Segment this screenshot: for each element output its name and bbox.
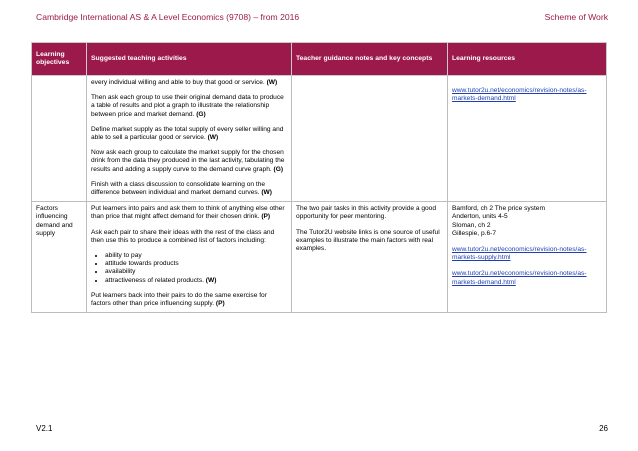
document-header-section: Scheme of Work — [544, 12, 608, 22]
column-header-objectives: Learning objectives — [32, 43, 87, 76]
activity-paragraph: Finish with a class discussion to consolidate learning on the difference between individual and market demand curves. (W) — [91, 180, 272, 197]
activity-paragraph: Define market supply as the total supply of every seller willing and able to sell a particular good or service. (W) — [91, 125, 284, 142]
resource-reference: Gillespie, p.6-7 — [452, 229, 496, 237]
guidance-cell — [292, 76, 448, 202]
resource-link-demand[interactable]: www.tutor2u.net/economics/revision-notes/as-markets-demand.html — [452, 87, 587, 103]
resource-link-demand[interactable]: www.tutor2u.net/economics/revision-notes/as-markets-demand.html — [452, 270, 587, 286]
table-row — [32, 76, 607, 202]
version-label: V2.1 — [36, 424, 53, 433]
list-item: • attractiveness of related products. (W) — [105, 277, 287, 285]
guidance-paragraph: The Tutor2U website links is one source of useful examples to illustrate the main factors with real examples. — [296, 228, 440, 253]
activity-paragraph: Put learners back into their pairs to do the same exercise for factors other than price influencing supply. (P) — [91, 291, 267, 308]
resource-reference: Anderton, units 4-5 — [452, 213, 508, 221]
activities-cell — [87, 202, 292, 313]
resources-cell — [448, 202, 607, 313]
document-header-title: Cambridge International AS & A Level Economics (9708) – from 2016 — [36, 12, 300, 22]
activity-paragraph: Now ask each group to calculate the market supply for the chosen drink from the data they produced in the last activity, tabulating the results and adding a supply curve to the demand curve graph. (G) — [91, 149, 285, 173]
resource-reference: Bamford, ch 2 The price system — [452, 205, 545, 213]
activity-paragraph: every individual willing and able to buy that good or service. (W) — [91, 79, 278, 86]
activities-cell — [87, 76, 292, 202]
activity-paragraph: Put learners into pairs and ask them to think of anything else other than price that might affect demand for their chosen drink. (P) — [91, 205, 285, 221]
resources-cell — [448, 76, 607, 202]
objective-cell: Factors influencing demand and supply — [32, 202, 87, 313]
scheme-of-work-table — [31, 42, 607, 313]
table-header-row — [32, 43, 607, 76]
list-item: • attitude towards products — [105, 260, 287, 268]
activity-paragraph: Ask each pair to share their ideas with the rest of the class and then use this to produce a combined list of factors including: — [91, 228, 275, 244]
list-item: • availability — [105, 268, 287, 276]
column-header-guidance: Teacher guidance notes and key concepts — [292, 43, 448, 76]
column-header-resources: Learning resources — [448, 43, 607, 76]
page-number: 26 — [599, 424, 608, 433]
objective-cell — [32, 76, 87, 202]
list-item: • ability to pay — [105, 252, 287, 260]
table-row — [32, 202, 607, 313]
guidance-cell — [292, 202, 448, 313]
resource-reference: Sloman, ch 2 — [452, 221, 491, 229]
guidance-paragraph: The two pair tasks in this activity provide a good opportunity for peer mentoring. — [296, 205, 437, 221]
column-header-activities: Suggested teaching activities — [87, 43, 292, 76]
resource-link-supply[interactable]: www.tutor2u.net/economics/revision-notes/as-markets-supply.html — [452, 246, 587, 262]
factors-list — [91, 252, 287, 285]
activity-paragraph: Then ask each group to use their original demand data to produce a table of results and plot a graph to illustrate the relationship between price and market demand. (G) — [91, 94, 284, 118]
